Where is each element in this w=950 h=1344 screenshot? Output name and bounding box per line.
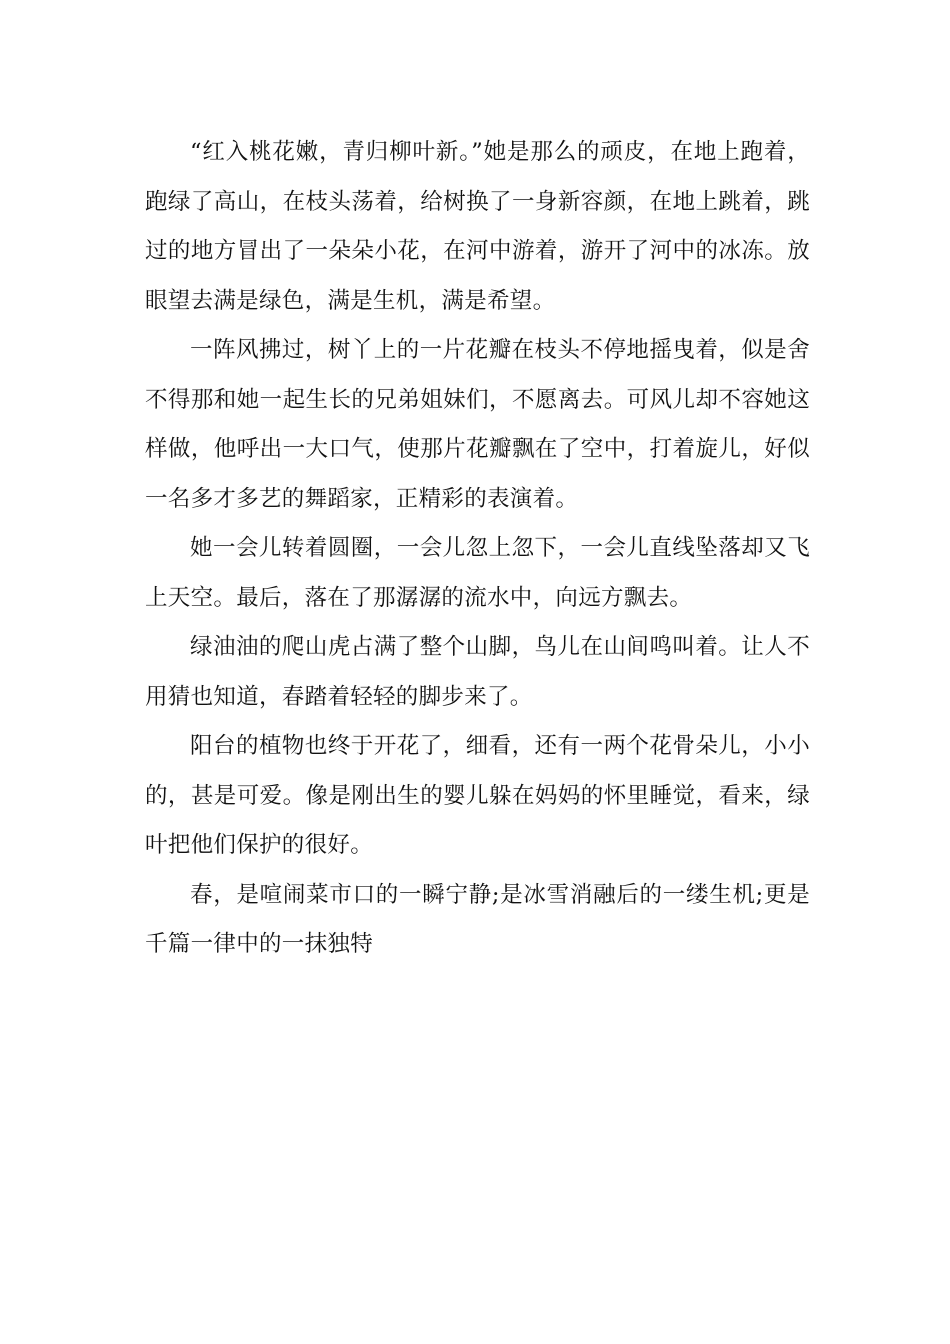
paragraph-6: 春，是喧闹菜市口的一瞬宁静;是冰雪消融后的一缕生机;更是千篇一律中的一抹独特 xyxy=(145,881,810,957)
paragraph-2: 一阵风拂过，树丫上的一片花瓣在枝头不停地摇曳着，似是舍不得那和她一起生长的兄弟姐妹们，不愿离去。可风儿却不容她这样做，他呼出一大口气，使那片花瓣飘在了空中，打着旋儿，好似一名多才多艺的舞蹈家，正精彩的表演着。 xyxy=(145,337,810,512)
paragraph-1: “红入桃花嫩，青归柳叶新。”她是那么的顽皮，在地上跑着，跑绿了高山，在枝头荡着，给树换了一身新容颜，在地上跳着，跳过的地方冒出了一朵朵小花，在河中游着，游开了河中的冰冻。放眼望去满是绿色，满是生机，满是希望。 xyxy=(145,139,810,314)
paragraph-3: 她一会儿转着圆圈，一会儿忽上忽下，一会儿直线坠落却又飞上天空。最后，落在了那潺潺的流水中，向远方飘去。 xyxy=(145,535,810,611)
document-body xyxy=(145,128,810,970)
paragraph-5: 阳台的植物也终于开花了，细看，还有一两个花骨朵儿，小小的，甚是可爱。像是刚出生的婴儿躲在妈妈的怀里睡觉，看来，绿叶把他们保护的很好。 xyxy=(145,733,810,858)
paragraph-4: 绿油油的爬山虎占满了整个山脚，鸟儿在山间鸣叫着。让人不用猜也知道，春踏着轻轻的脚步来了。 xyxy=(145,634,810,710)
